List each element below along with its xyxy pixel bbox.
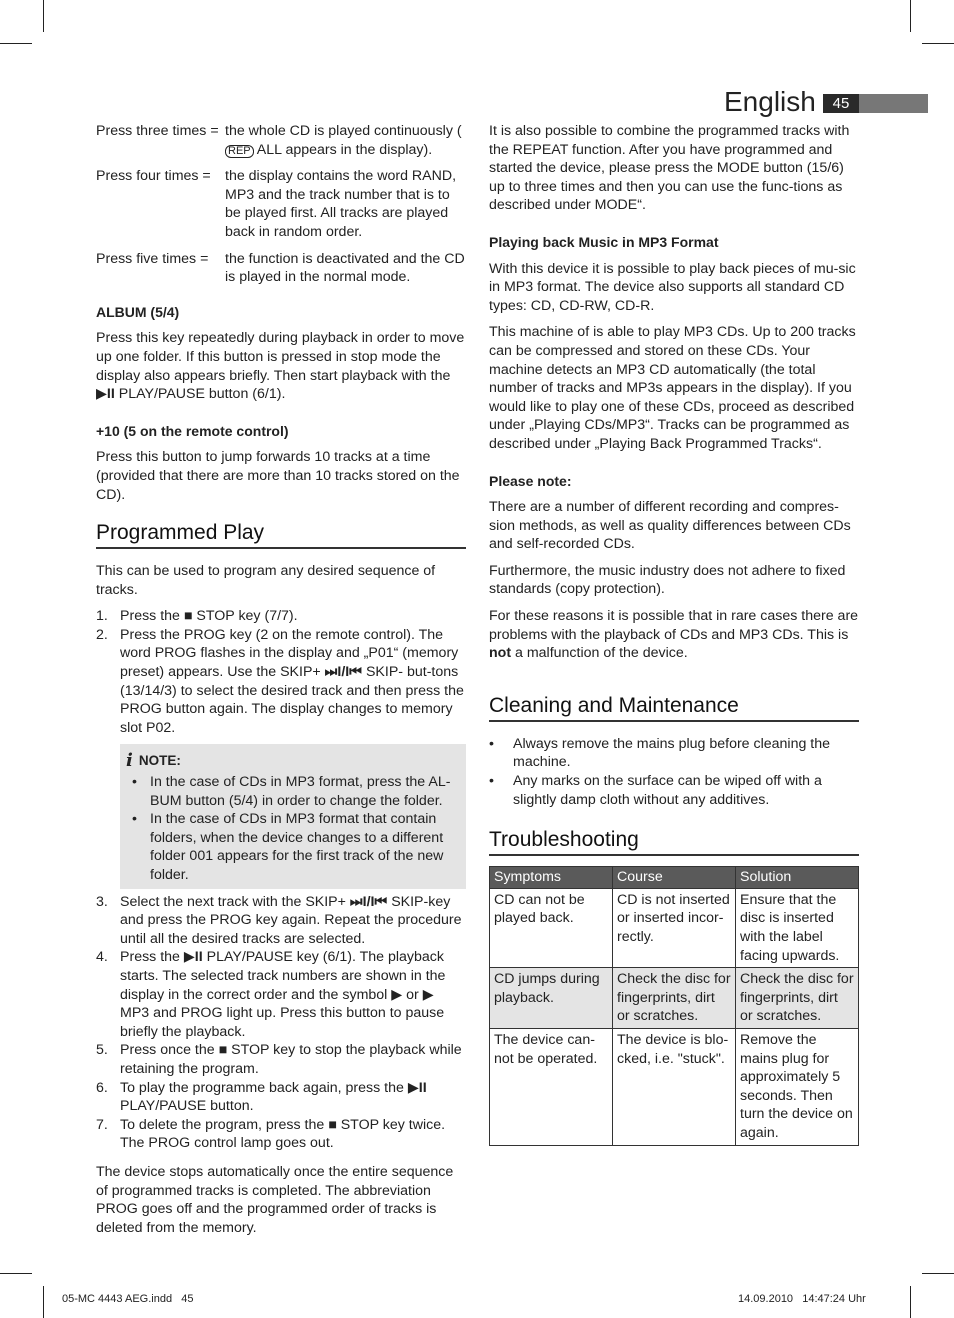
please-note-heading: Please note: xyxy=(489,472,572,489)
programmed-play-title: Programmed Play xyxy=(96,520,466,549)
crop-mark xyxy=(0,43,32,44)
programmed-play-closing: The device stops automatically once the entire sequence of programmed tracks is completed. The abbreviation PROG goes off and the programmed order of tracks is deleted from the memory. xyxy=(96,1163,454,1236)
list-item: • Any marks on the surface can be wiped off with a slightly damp cloth without any additives. xyxy=(489,773,822,808)
play-icon: ▶ xyxy=(391,986,403,1003)
column-header: Symptoms xyxy=(490,867,613,889)
bullet: • xyxy=(489,735,494,752)
programmed-steps-cont xyxy=(96,893,466,1153)
right-column xyxy=(489,122,859,1146)
left-column xyxy=(96,122,466,1245)
plus10-heading: +10 (5 on the remote control) xyxy=(96,422,289,439)
crop-mark xyxy=(922,1273,954,1274)
play-pause-icon: ▶II xyxy=(96,386,115,403)
stop-icon: ■ xyxy=(328,1116,337,1133)
stop-icon: ■ xyxy=(218,1042,228,1059)
note-title: NOTE: xyxy=(138,753,181,769)
crop-mark xyxy=(910,1286,911,1318)
skip-icon: ⏭I/I⏮ xyxy=(324,664,363,681)
list-item: • Always remove the mains plug before cleaning the machine. xyxy=(489,735,831,771)
list-item: 5. Press once the ■ STOP key to stop the playback while retaining the program. xyxy=(96,1042,462,1077)
press-label: Press four times = xyxy=(96,168,211,185)
repeat-text: It is also possible to combine the programmed tracks with the REPEAT function. After you have programmed and started the device, please press the MODE button (15/6) up to three times and then you can use the func-tions as described under MODE“. xyxy=(489,123,850,214)
list-item: 1. Press the ■ STOP key (7/7). xyxy=(96,608,298,625)
note-paragraph: There are a number of different recording and compres-sion methods, as well as quality differences between CDs and self-recorded CDs. xyxy=(489,499,851,553)
play-pause-icon: ▶II xyxy=(407,1079,427,1096)
header-bar xyxy=(859,94,928,113)
repeat-icon: REP xyxy=(225,145,254,158)
list-item: 7. To delete the program, press the ■ STOP key twice. The PROG control lamp goes out. xyxy=(96,1116,446,1152)
table-row xyxy=(490,968,859,1029)
bullet: • xyxy=(489,773,494,790)
bullet: • xyxy=(132,811,137,828)
list-item: 3. Select the next track with the SKIP+ ⏭I/I⏮ SKIP-key and press the PROG key again. Repeat the procedure until all the desired tracks are selected. xyxy=(96,893,462,947)
column-header: Course xyxy=(613,867,736,889)
table-cell: CD jumps during playback. xyxy=(490,968,613,1029)
album-text: Press this key repeatedly during playback in order to move up one folder. If this button is pressed in stop mode the display also appears briefly. Then start playback with the ▶II PLAY/PAUSE button (6/1). xyxy=(96,330,465,403)
page-header xyxy=(722,84,928,120)
skip-icon: ⏭I/I⏮ xyxy=(349,893,388,910)
album-heading: ALBUM (5/4) xyxy=(96,303,180,320)
press-desc: the whole CD is played continuously (REP ALL appears in the display). xyxy=(225,123,462,158)
table-cell: CD can not be played back. xyxy=(490,888,613,967)
troubleshooting-title: Troubleshooting xyxy=(489,827,859,856)
crop-mark xyxy=(43,1286,44,1318)
press-desc: the display contains the word RAND, MP3 and the track number that is to be played first. All tracks are played back in random order. xyxy=(225,168,457,240)
note-paragraph: For these reasons it is possible that in rare cases there are problems with the playback of CDs and MP3 CDs. This is not a malfunction of the device. xyxy=(489,608,859,662)
list-item: • In the case of CDs in MP3 format that contain folders, when the device changes to a different folder 001 appears for the first track of the new folder. xyxy=(126,810,458,884)
programmed-steps xyxy=(96,607,466,737)
crop-mark xyxy=(43,0,44,32)
note-paragraph: Furthermore, the music industry does not adhere to fixed standards (copy protection). xyxy=(489,562,846,598)
stop-icon: ■ xyxy=(183,608,193,625)
play-icon: ▶ xyxy=(422,986,434,1003)
list-item: 6. To play the programme back again, press the ▶II PLAY/PAUSE button. xyxy=(96,1079,427,1115)
press-desc: the function is deactivated and the CD is played in the normal mode. xyxy=(225,250,465,286)
footer-timestamp: 14.09.2010 14:47:24 Uhr xyxy=(738,1293,866,1305)
list-item: 4. Press the ▶II PLAY/PAUSE key (6/1). The playback starts. The selected track numbers are shown in the display in the correct order and the symbol ▶ or ▶ MP3 and PROG light up. Press this button to pause briefly the playback. xyxy=(96,949,446,1040)
table-cell: The device is blo-cked, i.e. "stuck". xyxy=(613,1028,736,1145)
plus10-text: Press this button to jump forwards 10 tracks at a time (provided that there are more than 10 tracks stored on the CD). xyxy=(96,449,460,503)
table-cell: Remove the mains plug for approximately 5 seconds. Then turn the device on again. xyxy=(736,1028,859,1145)
mp3-paragraph: This machine of is able to play MP3 CDs. Up to 200 tracks can be compressed and stored on these CDs. Your machine detects an MP3 CD automatically (the total number of tracks and MP3s appears in the display). If you would like to play one of these CDs, proceed as described under „Playing CDs/MP3“. Tracks can be programmed as described under „Playing Back Programmed Tracks“. xyxy=(489,324,856,452)
table-row xyxy=(490,1028,859,1145)
crop-mark xyxy=(910,0,911,32)
table-cell: Check the disc for fingerprints, dirt or scratches. xyxy=(613,968,736,1029)
table-cell: Check the disc for fingerprints, dirt or scratches. xyxy=(736,968,859,1029)
bullet: • xyxy=(132,774,137,791)
cleaning-title: Cleaning and Maintenance xyxy=(489,693,859,722)
cleaning-list xyxy=(489,735,859,809)
table-header-row xyxy=(490,867,859,889)
crop-mark xyxy=(922,43,954,44)
list-item: • In the case of CDs in MP3 format, press the AL-BUM button (5/4) in order to change the folder. xyxy=(126,773,458,810)
press-label: Press three times = xyxy=(96,123,219,139)
crop-mark xyxy=(0,1273,32,1274)
table-cell: CD is not inserted or inserted incor-rectly. xyxy=(613,888,736,967)
table-row xyxy=(490,888,859,967)
column-header: Solution xyxy=(736,867,859,889)
table-cell: The device can-not be operated. xyxy=(490,1028,613,1145)
troubleshooting-table xyxy=(489,866,859,1145)
press-table xyxy=(96,122,466,287)
list-item: 2. Press the PROG key (2 on the remote control). The word PROG flashes in the display and „P01“ (memory preset) appears. Use the SKIP+ ⏭I/I⏮ SKIP- but-tons (13/14/3) to select the desired track and then press the PROG button again. The display changes to memory slot P02. xyxy=(96,626,464,736)
mp3-paragraph: With this device it is possible to play back pieces of mu-sic in MP3 format. The device also supports all standard CD types: CD, CD-RW, CD-R. xyxy=(489,260,856,314)
language-title: English xyxy=(724,86,816,117)
footer-file: 05-MC 4443 AEG.indd 45 xyxy=(62,1293,194,1305)
note-box xyxy=(120,744,466,888)
table-cell: Ensure that the disc is inserted with the label facing upwards. xyxy=(736,888,859,967)
press-label: Press five times = xyxy=(96,250,209,267)
programmed-play-intro: This can be used to program any desired sequence of tracks. xyxy=(96,563,436,598)
page-number: 45 xyxy=(832,95,850,112)
info-icon: i xyxy=(126,750,133,772)
play-pause-icon: ▶II xyxy=(183,949,203,966)
note-heading xyxy=(126,752,458,771)
mp3-heading: Playing back Music in MP3 Format xyxy=(489,233,719,250)
